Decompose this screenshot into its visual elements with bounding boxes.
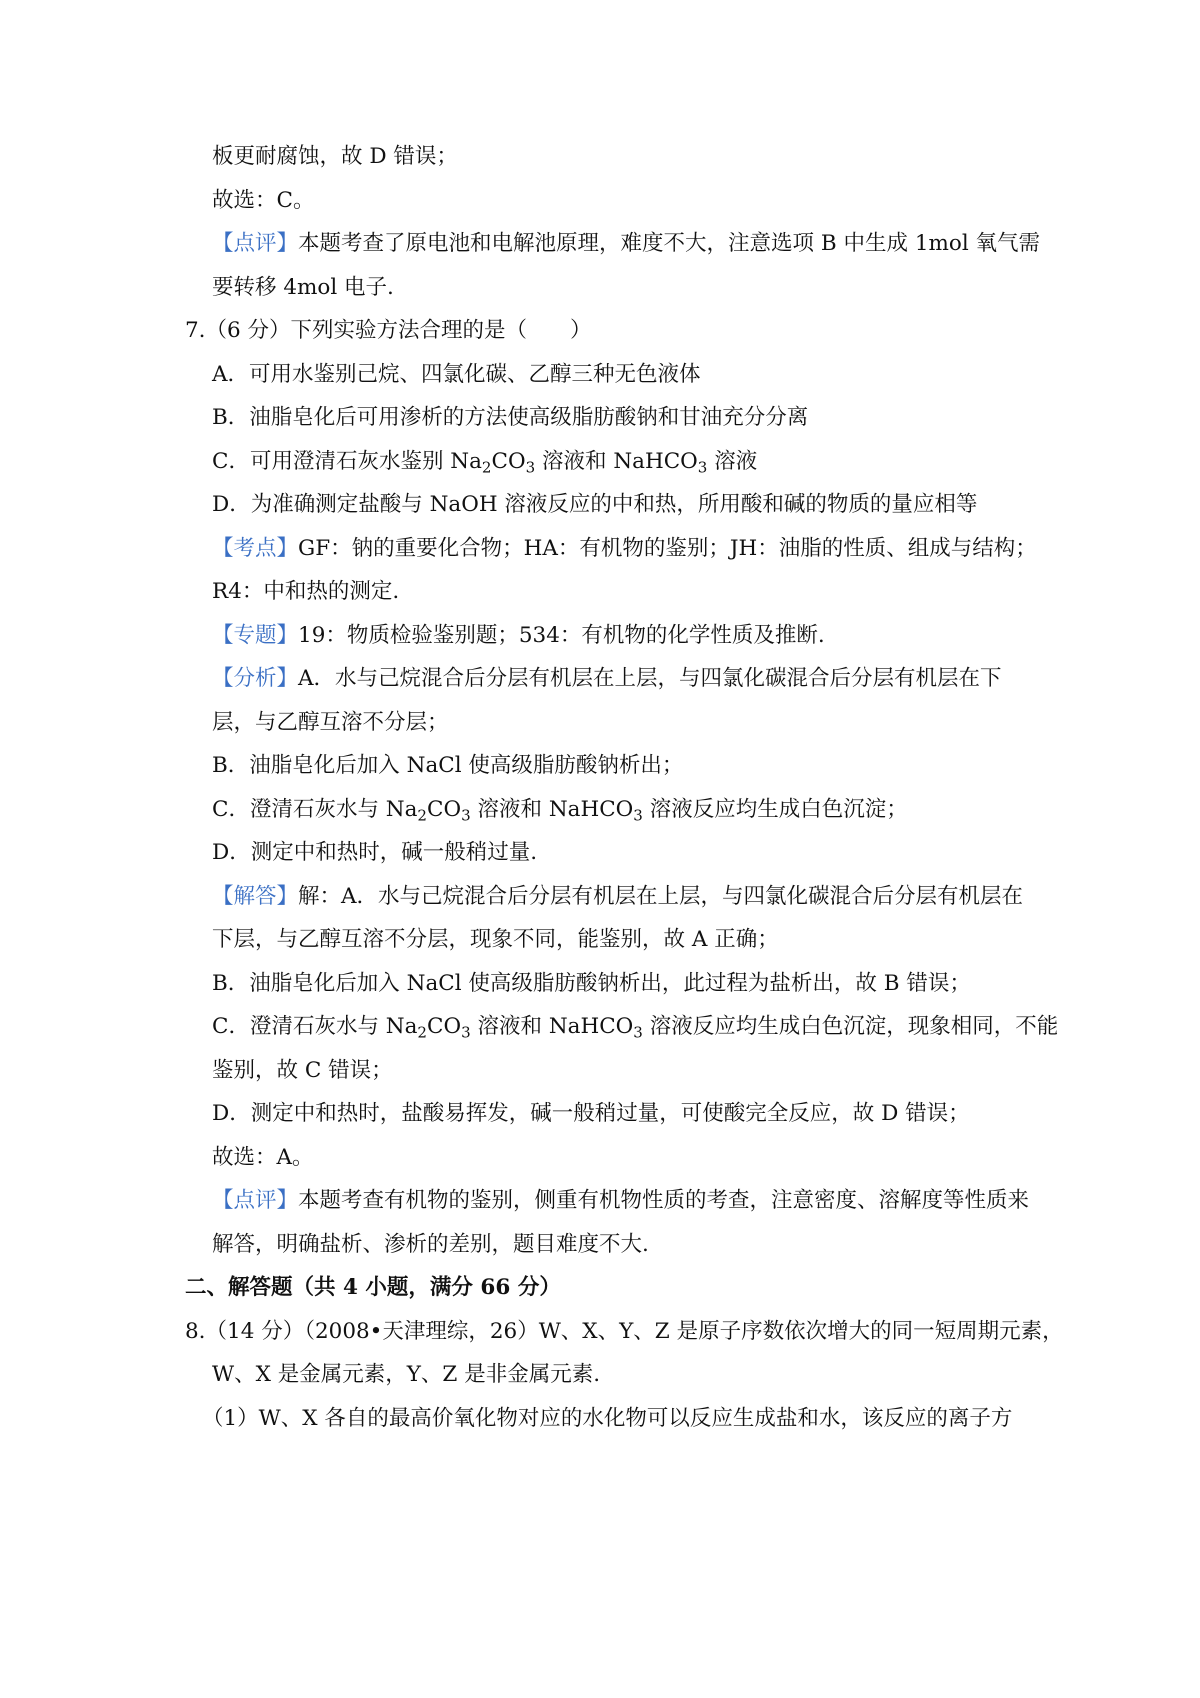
- jieda-line: 【解答】解：A．水与己烷混合后分层有机层在上层，与四氯化碳混合后分层有机层在: [212, 884, 1024, 909]
- text-line: 层，与乙醇互溶不分层；: [212, 710, 449, 735]
- section-tag: 【考点】: [212, 536, 299, 561]
- text-line: 要转移 4mol 电子.: [212, 275, 394, 300]
- kaodian-line: 【考点】GF：钠的重要化合物；HA：有机物的鉴别；JH：油脂的性质、组成与结构；: [212, 536, 1037, 561]
- zhuanti-line: 【专题】19：物质检验鉴别题；534：有机物的化学性质及推断.: [212, 623, 825, 648]
- text-line: 故选：C。: [212, 188, 315, 213]
- text-line: B．油脂皂化后加入 NaCl 使高级脂肪酸钠析出；: [212, 753, 684, 778]
- dianping-line: 【点评】本题考查有机物的鉴别，侧重有机物性质的考查，注意密度、溶解度等性质来: [212, 1188, 1030, 1213]
- section-tag: 【专题】: [212, 623, 299, 648]
- text-line: C．澄清石灰水与 $Na_2CO_3$ 溶液和 NaHCO$_3$ 溶液反应均生成白色沉淀，现象相同，不能: [212, 1014, 1059, 1042]
- text-line: C．澄清石灰水与 $Na_2CO_3$ 溶液和 NaHCO$_3$ 溶液反应均生成白色沉淀；: [212, 797, 908, 825]
- option-c: C．可用澄清石灰水鉴别 $Na_2CO_3$ 溶液和 NaHCO$_3$ 溶液: [212, 449, 758, 477]
- comment-line: 【点评】本题考查了原电池和电解池原理，难度不大，注意选项 B 中生成 1mol 氧气需: [212, 231, 1041, 256]
- text-line: W、X 是金属元素，Y、Z 是非金属元素.: [212, 1362, 601, 1387]
- sub-question-1: （1）W、X 各自的最高价氧化物对应的水化物可以反应生成盐和水，该反应的离子方: [202, 1406, 1013, 1431]
- text-line: D．测定中和热时，盐酸易挥发，碱一般稍过量，可使酸完全反应，故 D 错误；: [212, 1101, 970, 1126]
- text-line: 解答，明确盐析、渗析的差别，题目难度不大.: [212, 1232, 649, 1257]
- section-tag: 【点评】: [212, 231, 299, 256]
- text-line: B．油脂皂化后加入 NaCl 使高级脂肪酸钠析出，此过程为盐析出，故 B 错误；: [212, 971, 971, 996]
- text-line: R4：中和热的测定.: [212, 579, 400, 604]
- option-b: B．油脂皂化后可用渗析的方法使高级脂肪酸钠和甘油充分分离: [212, 405, 809, 430]
- text-line: D．测定中和热时，碱一般稍过量.: [212, 840, 538, 865]
- option-a: A．可用水鉴别己烷、四氯化碳、乙醇三种无色液体: [212, 362, 701, 387]
- text-line: 故选：A。: [212, 1145, 314, 1170]
- question-8-title: 8.（14 分）（2008•天津理综，26）W、X、Y、Z 是原子序数依次增大的同一短周期元素，: [185, 1319, 1064, 1344]
- option-d: D．为准确测定盐酸与 NaOH 溶液反应的中和热，所用酸和碱的物质的量应相等: [212, 492, 978, 517]
- text-line: 鉴别，故 C 错误；: [212, 1058, 393, 1083]
- section-tag: 【点评】: [212, 1188, 299, 1213]
- fenxi-line: 【分析】A．水与己烷混合后分层有机层在上层，与四氯化碳混合后分层有机层在下: [212, 666, 1002, 691]
- section-tag: 【解答】: [212, 884, 299, 909]
- question-7-title: 7.（6 分）下列实验方法合理的是（ ）: [185, 318, 592, 343]
- section-tag: 【分析】: [212, 666, 299, 691]
- section-heading: 二、解答题（共 4 小题，满分 66 分）: [185, 1275, 561, 1300]
- text-line: 板更耐腐蚀，故 D 错误；: [212, 144, 458, 169]
- text-line: 下层，与乙醇互溶不分层，现象不同，能鉴别，故 A 正确；: [212, 927, 779, 952]
